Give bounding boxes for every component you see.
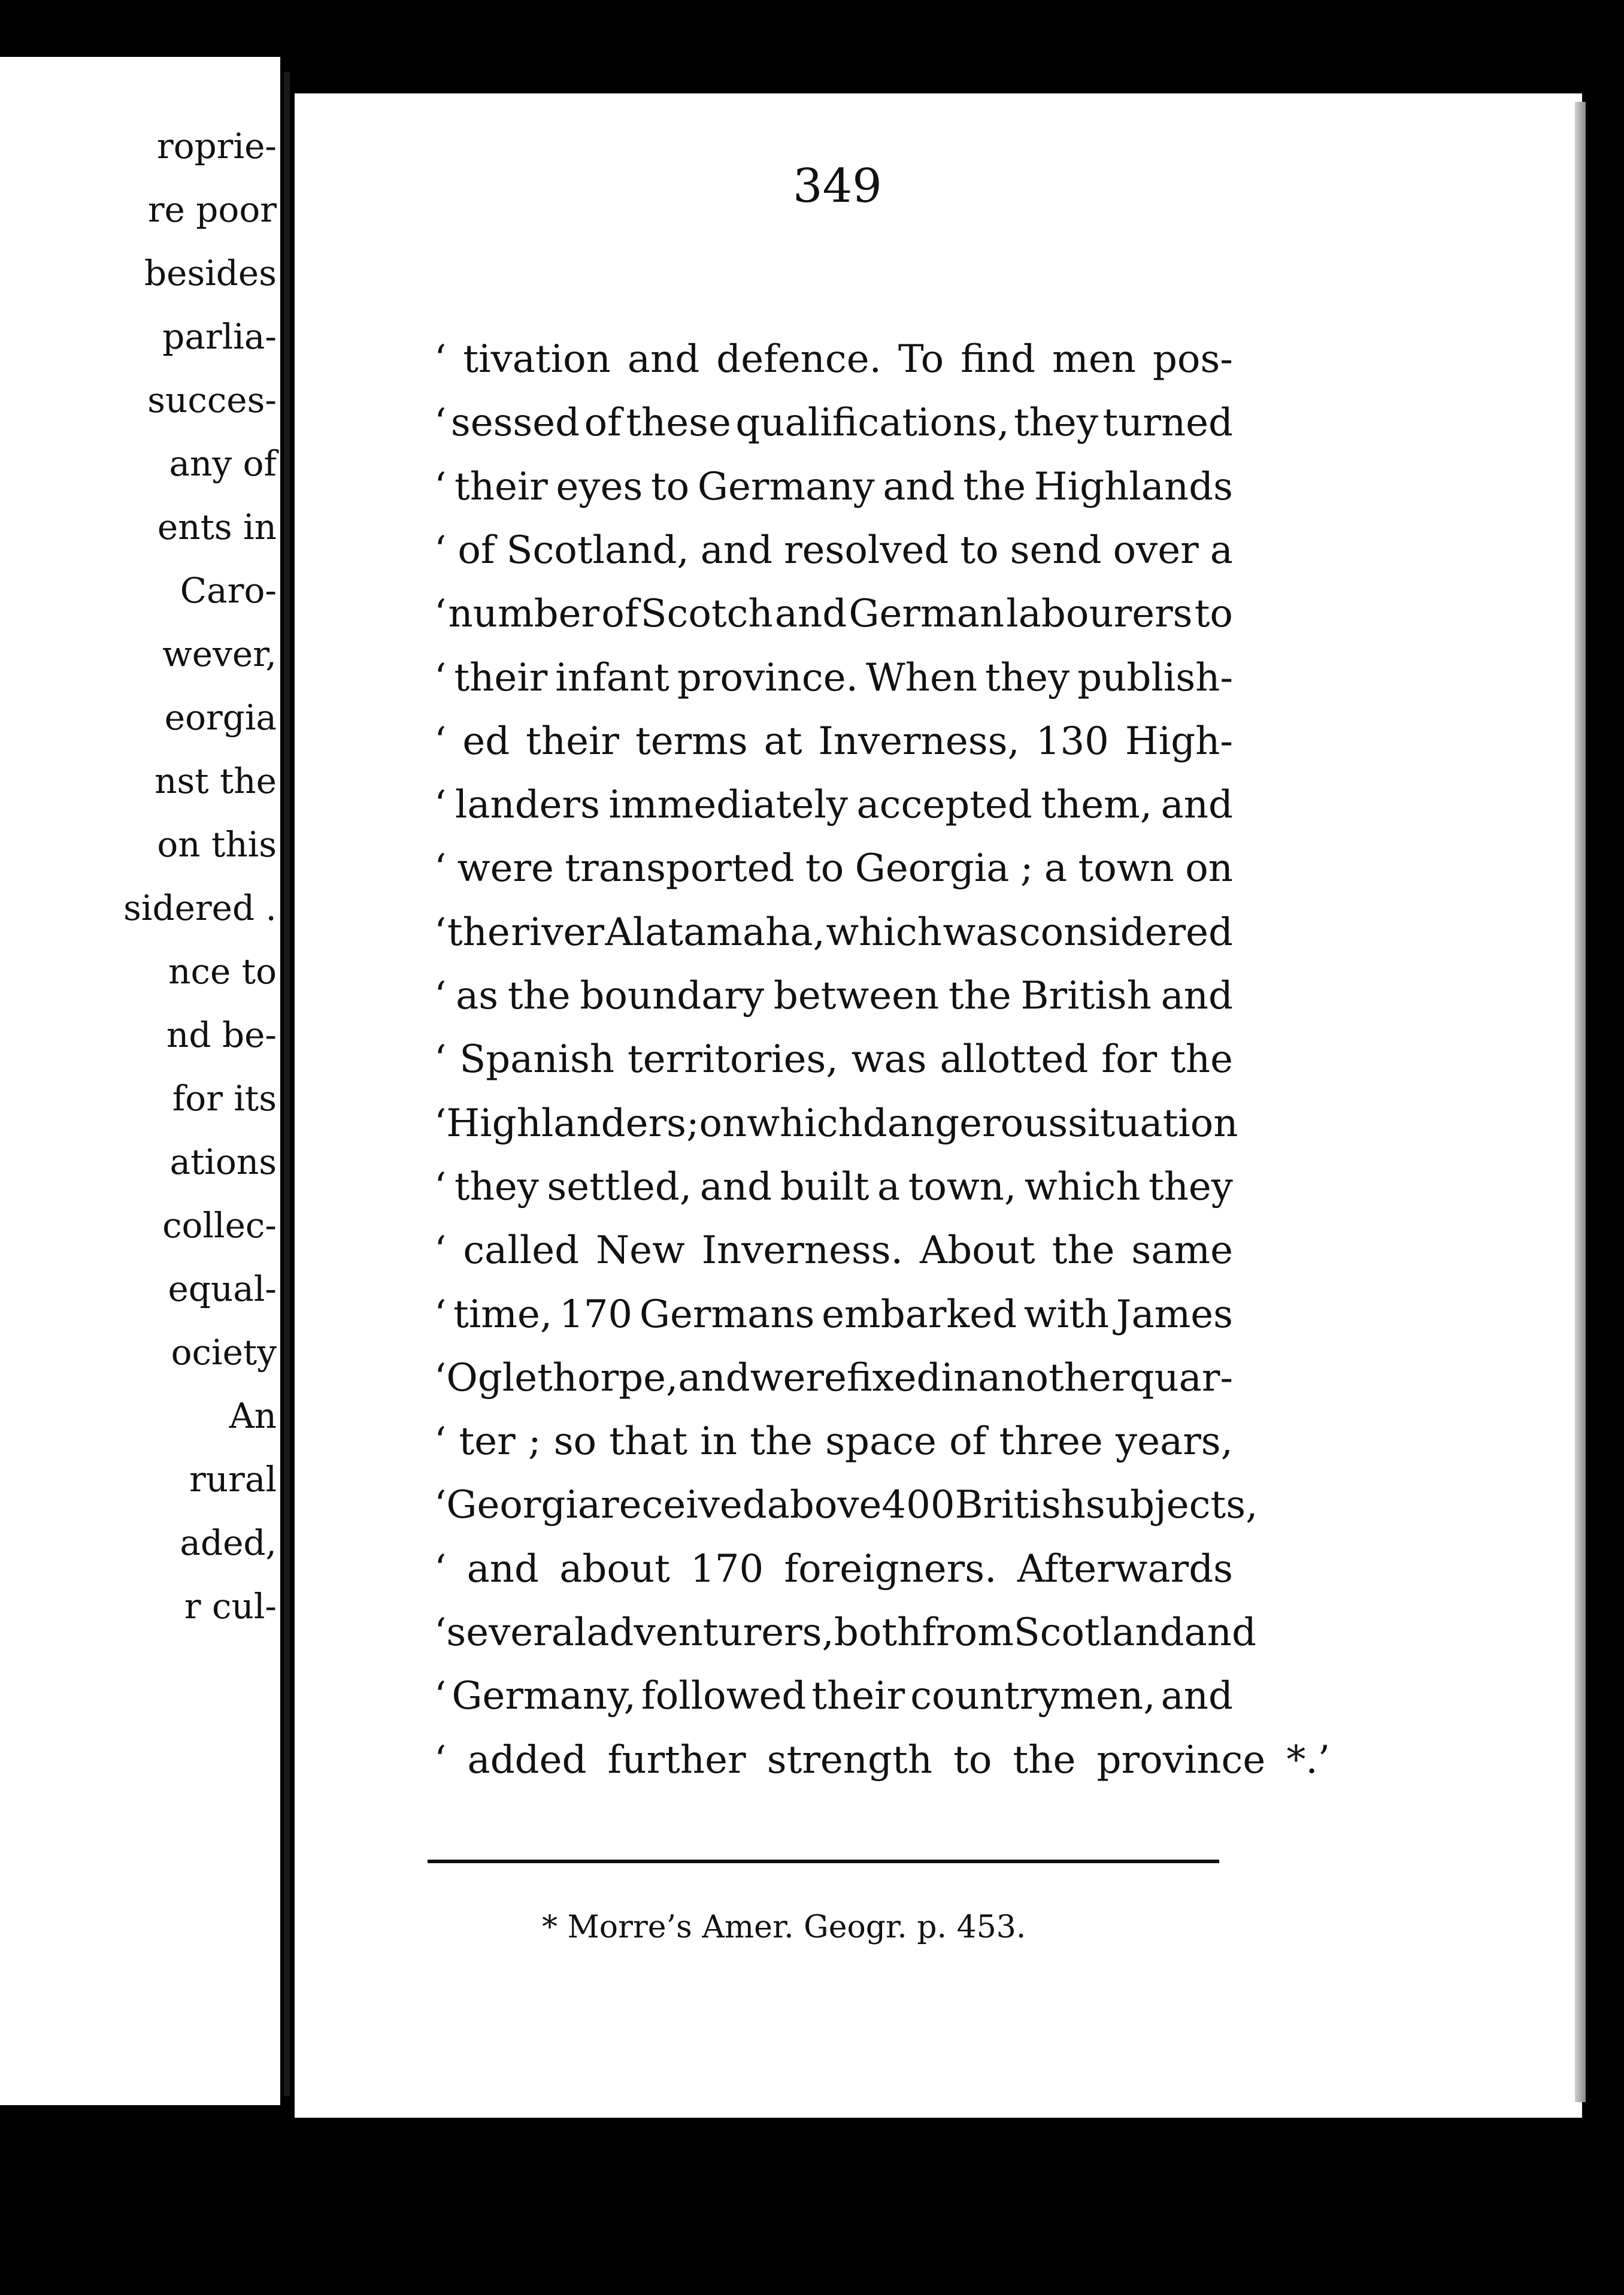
body-word: ‘ — [434, 401, 447, 445]
body-word: ; — [1020, 846, 1034, 891]
body-word: ‘ — [434, 1292, 447, 1337]
body-word: Germany — [697, 465, 875, 509]
body-word: ‘ — [434, 592, 447, 636]
body-line — [434, 719, 1233, 764]
body-word: at — [763, 719, 802, 764]
body-line — [434, 337, 1233, 382]
body-word: British — [1020, 974, 1152, 1018]
body-word: of — [601, 592, 639, 636]
body-word: the — [963, 465, 1026, 509]
body-word: three — [999, 1419, 1103, 1464]
body-word: to — [805, 846, 844, 891]
body-word: defence. — [716, 337, 881, 382]
left-page-line: besides — [144, 253, 277, 293]
body-line — [434, 783, 1233, 827]
body-word: strength — [766, 1738, 932, 1782]
body-word: Spanish — [459, 1037, 615, 1082]
body-word: ; — [686, 1101, 699, 1146]
body-line — [434, 1610, 1256, 1655]
body-word: immediately — [608, 783, 848, 827]
body-word: same — [1131, 1228, 1233, 1273]
body-word: Inverness. — [701, 1228, 903, 1273]
body-line — [434, 1547, 1233, 1591]
body-word: which — [1024, 1165, 1141, 1209]
body-word: ‘ — [434, 1165, 447, 1209]
body-line — [434, 1738, 1331, 1782]
body-word: men — [1052, 337, 1136, 382]
left-page-line: nd be- — [166, 1015, 277, 1055]
left-page-line: r cul- — [184, 1586, 277, 1627]
body-line — [434, 656, 1233, 700]
body-word: fixed — [846, 1356, 941, 1400]
body-word: Highlanders — [446, 1101, 686, 1146]
body-word: followed — [641, 1674, 807, 1718]
body-word: considered — [1019, 910, 1233, 955]
left-page-line: roprie- — [157, 126, 277, 166]
body-word: called — [463, 1228, 580, 1273]
body-word: over — [1113, 528, 1199, 573]
body-word: sessed — [450, 401, 580, 445]
body-word: High- — [1125, 719, 1233, 764]
body-line — [434, 1037, 1233, 1082]
book-spine — [284, 72, 290, 2096]
left-page-line: wever, — [162, 634, 277, 674]
body-word: Germany, — [452, 1674, 636, 1718]
left-page-line: Caro- — [180, 570, 277, 611]
body-word: ‘ — [434, 1356, 447, 1400]
body-word: ‘ — [434, 1037, 447, 1082]
body-word: Scotland — [1013, 1610, 1184, 1655]
body-word: to — [953, 1738, 992, 1782]
body-word: they — [1148, 1165, 1233, 1209]
body-word: British — [955, 1483, 1086, 1527]
body-word: territories, — [628, 1037, 838, 1082]
body-word: built — [780, 1165, 869, 1209]
body-word: adventurers, — [586, 1610, 834, 1655]
body-word: number — [448, 592, 600, 636]
body-word: a — [1210, 528, 1233, 573]
body-word: they — [454, 1165, 539, 1209]
body-word: the — [447, 910, 510, 955]
body-word: German — [849, 592, 1005, 636]
body-word: ‘ — [434, 783, 447, 827]
left-page-line: ociety — [171, 1332, 277, 1373]
body-word: and — [774, 592, 847, 636]
left-page-line: ents in — [157, 507, 277, 547]
body-line — [434, 528, 1233, 573]
body-word: 170 — [559, 1292, 633, 1337]
page-edge — [1575, 102, 1586, 2102]
body-word: and — [1161, 974, 1233, 1018]
body-word: situation — [1068, 1101, 1238, 1146]
body-word: countrymen, — [910, 1674, 1156, 1718]
body-word: ‘ — [434, 910, 447, 955]
body-word: landers — [455, 783, 600, 827]
body-word: about — [559, 1547, 670, 1591]
body-word: settled, — [547, 1165, 692, 1209]
left-page-line: succes- — [147, 380, 277, 420]
body-word: ; — [528, 1419, 541, 1464]
body-word: When — [866, 656, 978, 700]
body-word: were — [457, 846, 554, 891]
body-word: Highlands — [1034, 465, 1233, 509]
body-word: between — [773, 974, 940, 1018]
body-word: Georgia — [855, 846, 1010, 891]
body-word: of — [584, 401, 622, 445]
body-line — [434, 1419, 1233, 1464]
body-word: on — [1185, 846, 1233, 891]
body-line — [434, 910, 1233, 955]
left-page-line: parlia- — [162, 316, 277, 357]
body-word: province. — [677, 656, 858, 700]
body-word: of — [457, 528, 495, 573]
body-word: ‘ — [434, 1228, 447, 1273]
body-word: the — [750, 1419, 813, 1464]
body-word: was — [943, 910, 1019, 955]
body-line — [434, 1674, 1233, 1718]
body-word: Scotland, — [506, 528, 689, 573]
body-word: To — [898, 337, 944, 382]
body-word: their — [454, 656, 548, 700]
body-line — [434, 846, 1233, 891]
left-page-fragment — [0, 57, 280, 2105]
body-word: the — [507, 974, 571, 1018]
body-word: turned — [1102, 401, 1233, 445]
left-page-line: rural — [189, 1459, 277, 1500]
left-page-line: collec- — [162, 1205, 277, 1246]
body-word: town, — [908, 1165, 1017, 1209]
body-word: ‘ — [434, 1674, 447, 1718]
body-word: they — [1013, 401, 1098, 445]
body-word: ‘ — [434, 1547, 447, 1591]
body-line — [434, 401, 1233, 445]
footnote: * Morre’s Amer. Geogr. p. 453. — [542, 1909, 1026, 1945]
body-word: ‘ — [434, 719, 447, 764]
body-word: another — [978, 1356, 1130, 1400]
body-word: 400 — [881, 1483, 955, 1527]
body-word: both — [834, 1610, 922, 1655]
body-line — [434, 592, 1233, 636]
body-word: and — [1184, 1610, 1256, 1655]
body-word: Oglethorpe, — [446, 1356, 678, 1400]
body-word: a — [1044, 846, 1068, 891]
left-page-line: sidered . — [123, 888, 277, 928]
body-word: and — [700, 528, 773, 573]
body-word: and — [1161, 783, 1233, 827]
body-word: several — [446, 1610, 587, 1655]
body-word: space — [825, 1419, 937, 1464]
body-word: river — [511, 910, 604, 955]
body-word: and — [699, 1165, 772, 1209]
body-word: ‘ — [434, 1419, 447, 1464]
body-word: in — [941, 1356, 978, 1400]
body-word: ter — [459, 1419, 516, 1464]
body-word: allotted — [940, 1037, 1089, 1082]
body-word: and — [466, 1547, 539, 1591]
body-line — [434, 1101, 1238, 1146]
body-word: ed — [462, 719, 510, 764]
body-word: foreigners. — [784, 1547, 997, 1591]
left-page-line: ations — [169, 1142, 277, 1182]
body-word: for — [1101, 1037, 1158, 1082]
body-word: province — [1096, 1738, 1266, 1782]
body-word: to — [650, 465, 690, 509]
body-word: *.’ — [1286, 1738, 1331, 1782]
body-word: were — [750, 1356, 847, 1400]
body-word: ‘ — [434, 337, 447, 382]
body-line — [434, 465, 1233, 509]
left-page-line: eorgia — [164, 697, 277, 738]
body-word: ‘ — [434, 974, 447, 1018]
body-word: that — [609, 1419, 688, 1464]
body-word: infant — [555, 656, 669, 700]
body-word: boundary — [580, 974, 765, 1018]
body-word: James — [1116, 1292, 1233, 1337]
body-word: to — [1194, 592, 1233, 636]
body-word: Inverness, — [818, 719, 1020, 764]
body-word: to — [960, 528, 999, 573]
body-word: labourers — [1006, 592, 1193, 636]
body-word: the — [1170, 1037, 1233, 1082]
body-word: send — [1010, 528, 1102, 573]
body-word: ‘ — [434, 1610, 447, 1655]
body-word: 170 — [690, 1547, 764, 1591]
body-word: time, — [453, 1292, 553, 1337]
body-word: the — [948, 974, 1011, 1018]
body-line — [434, 1292, 1233, 1337]
body-word: which — [747, 1101, 863, 1146]
left-page-line: nce to — [168, 951, 277, 992]
body-word: pos- — [1152, 337, 1233, 382]
body-word: find — [961, 337, 1036, 382]
left-page-line: any of — [169, 443, 277, 484]
body-word: Alatamaha, — [605, 910, 825, 955]
body-word: embarked — [822, 1292, 1017, 1337]
body-line — [434, 1228, 1233, 1273]
body-word: ‘ — [434, 1101, 447, 1146]
body-word: and — [1161, 1674, 1233, 1718]
body-word: these — [626, 401, 731, 445]
body-word: tivation — [463, 337, 611, 382]
left-page-line: nst the — [154, 761, 277, 801]
body-word: on — [699, 1101, 747, 1146]
body-word: was — [851, 1037, 927, 1082]
body-word: About — [919, 1228, 1035, 1273]
body-word: New — [596, 1228, 685, 1273]
body-word: of — [949, 1419, 987, 1464]
body-word: publish- — [1077, 656, 1233, 700]
body-word: ‘ — [434, 846, 447, 891]
page-number: 349 — [793, 159, 882, 213]
body-word: ‘ — [434, 465, 447, 509]
body-word: in — [700, 1419, 737, 1464]
body-word: resolved — [784, 528, 949, 573]
body-word: transported — [565, 846, 795, 891]
body-word: from — [922, 1610, 1014, 1655]
left-page-line: re poor — [147, 189, 277, 230]
body-word: Germans — [639, 1292, 815, 1337]
body-line — [434, 974, 1233, 1018]
body-word: their — [455, 465, 548, 509]
left-page-line: aded, — [180, 1522, 277, 1563]
body-word: Afterwards — [1017, 1547, 1233, 1591]
body-word: qualifications, — [735, 401, 1010, 445]
body-word: years, — [1116, 1419, 1233, 1464]
left-page-line: on this — [157, 824, 277, 865]
body-word: they — [985, 656, 1070, 700]
body-word: ‘ — [434, 656, 447, 700]
body-word: a — [877, 1165, 901, 1209]
body-word: dangerous — [862, 1101, 1068, 1146]
body-word: and — [627, 337, 700, 382]
body-word: Georgia — [446, 1483, 601, 1527]
body-word: which — [826, 910, 942, 955]
body-word: with — [1023, 1292, 1110, 1337]
body-word: eyes — [556, 465, 643, 509]
body-word: terms — [635, 719, 748, 764]
body-word: their — [811, 1674, 905, 1718]
body-word: subjects, — [1085, 1483, 1258, 1527]
body-word: so — [553, 1419, 597, 1464]
body-word: 130 — [1035, 719, 1109, 764]
body-word: ‘ — [434, 528, 447, 573]
body-word: and — [883, 465, 955, 509]
footnote-rule — [428, 1860, 1219, 1863]
left-page-line: equal- — [168, 1268, 277, 1309]
body-word: and — [678, 1356, 750, 1400]
body-word: the — [1013, 1738, 1076, 1782]
body-line — [434, 1165, 1233, 1209]
body-word: them, — [1041, 783, 1153, 827]
body-word: town — [1078, 846, 1174, 891]
left-page-line: for its — [172, 1078, 277, 1119]
body-word: received — [601, 1483, 767, 1527]
body-word: ‘ — [434, 1738, 447, 1782]
left-page-line: An — [229, 1395, 277, 1436]
body-line — [434, 1356, 1234, 1400]
body-word: the — [1052, 1228, 1115, 1273]
body-word: as — [456, 974, 499, 1018]
body-word: Scotch — [640, 592, 773, 636]
body-word: further — [607, 1738, 746, 1782]
body-word: accepted — [856, 783, 1032, 827]
body-word: above — [766, 1483, 882, 1527]
body-word: their — [526, 719, 619, 764]
body-line — [434, 1483, 1258, 1527]
body-word: ‘ — [434, 1483, 447, 1527]
body-word: quar- — [1129, 1356, 1234, 1400]
body-word: added — [467, 1738, 587, 1782]
